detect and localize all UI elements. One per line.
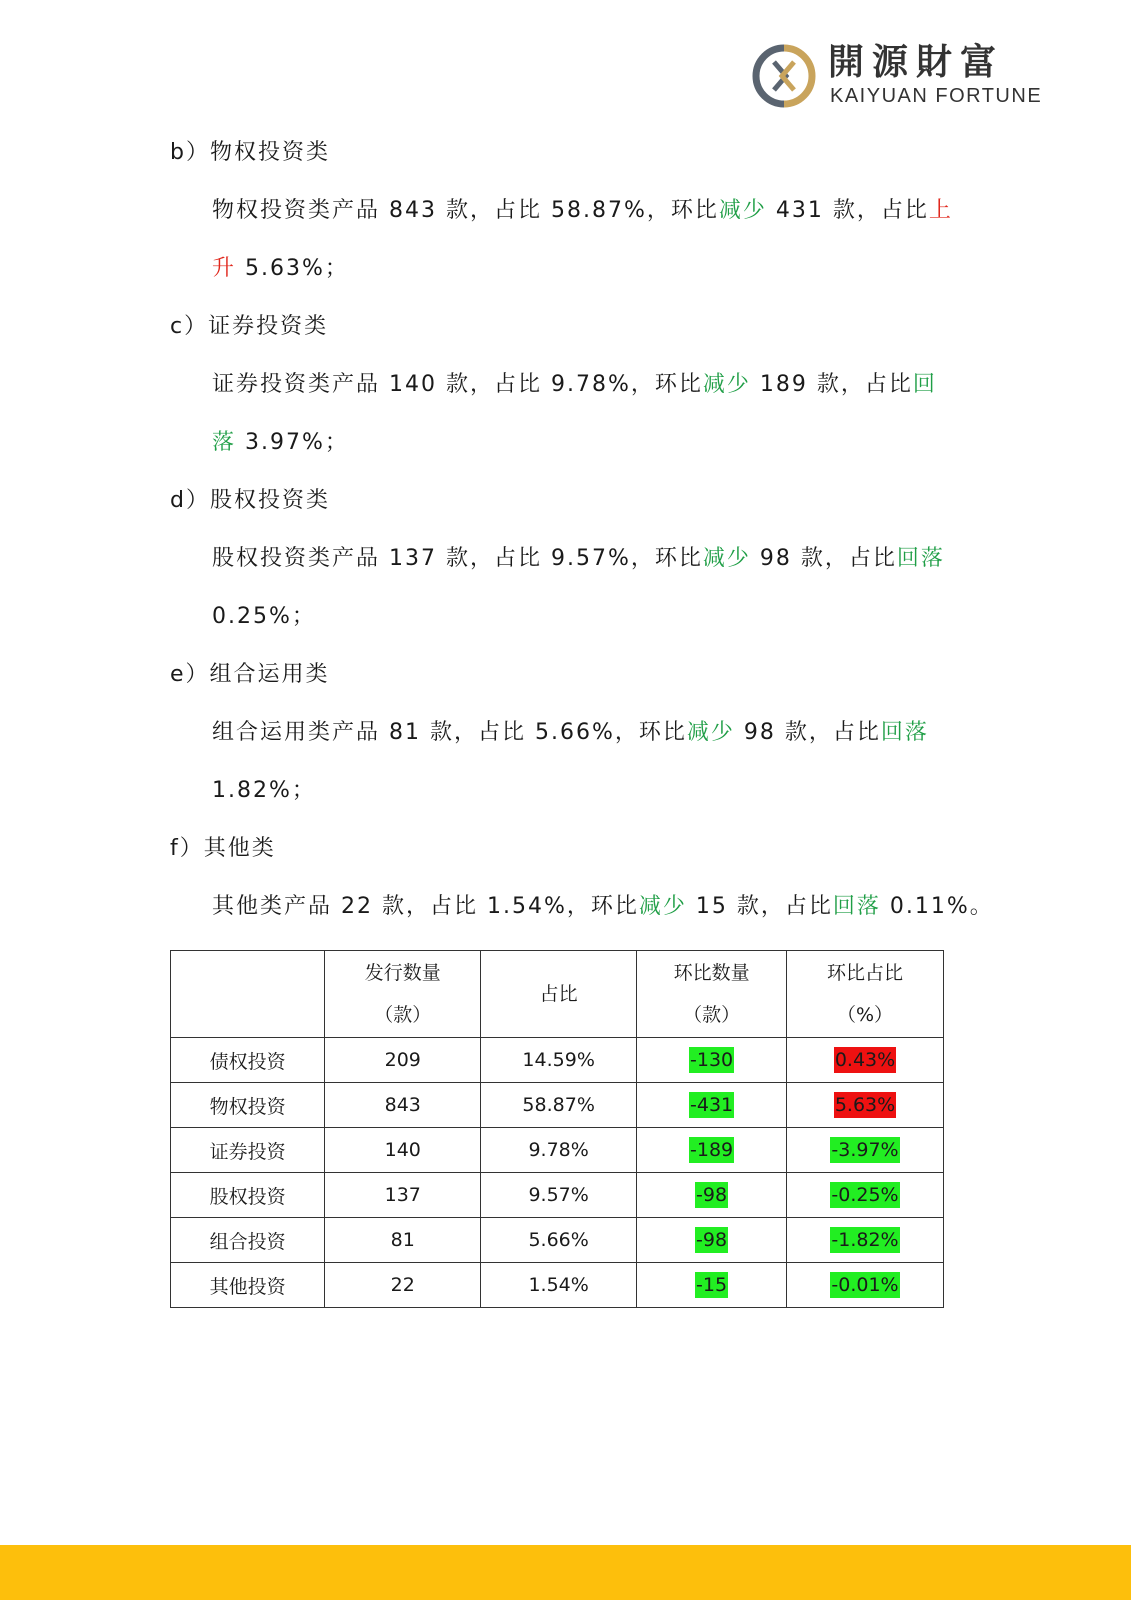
cell-count [325, 1038, 481, 1083]
green-highlight-text: 落 [212, 430, 237, 455]
cell-value: -98 [696, 1229, 728, 1251]
cell-mom-count [637, 1128, 787, 1173]
table-row [171, 1128, 944, 1173]
column-header [481, 951, 637, 1038]
cell-value: -130 [690, 1049, 734, 1071]
cell-mom-share [787, 1263, 944, 1308]
green-highlight-text: 减少 [702, 546, 751, 571]
text-segment: 1.82%； [212, 778, 316, 803]
cell-value: -98 [696, 1184, 728, 1206]
green-highlight-text: 减少 [686, 720, 735, 745]
cell-value: 137 [384, 1184, 421, 1206]
section-heading: d）股权投资类 [170, 488, 330, 513]
column-header [325, 951, 481, 1038]
text-segment: 其他类产品 22 款，占比 1.54%，环比 [212, 894, 639, 919]
cell-value: -3.97% [831, 1139, 899, 1161]
text-segment: 物权投资类产品 843 款，占比 58.87%，环比 [212, 198, 719, 223]
section-heading: c）证券投资类 [170, 314, 329, 339]
cell-value: -0.25% [831, 1184, 899, 1206]
green-highlight-text: 回落 [832, 894, 881, 919]
cell-mom-count [637, 1083, 787, 1128]
table-row [171, 1173, 944, 1218]
green-highlight-text: 回落 [880, 720, 929, 745]
cell-value: 物权投资 [209, 1095, 286, 1118]
column-header-line: 环比占比 [827, 962, 904, 984]
cell-value: 5.63% [834, 1094, 896, 1116]
text-segment: 0.11%。 [880, 894, 994, 919]
cell-value: 1.54% [528, 1274, 589, 1296]
paragraph-line [212, 196, 953, 226]
table-header-row [171, 951, 944, 1038]
text-segment: 431 款，占比 [766, 198, 929, 223]
cell-mom-count [637, 1263, 787, 1308]
cell-value: 5.66% [528, 1229, 589, 1251]
cell-mom-count [637, 1218, 787, 1263]
paragraph-line [212, 428, 349, 458]
table-row [171, 1038, 944, 1083]
table-row [171, 1218, 944, 1263]
table-row [171, 1083, 944, 1128]
cell-value: 组合投资 [209, 1230, 286, 1253]
cell-mom-share [787, 1173, 944, 1218]
cell-value: 843 [384, 1094, 421, 1116]
section-heading: f）其他类 [170, 836, 276, 861]
column-header-line: 发行数量 [364, 962, 441, 984]
column-header-line: （%） [836, 1004, 894, 1026]
cell-name [171, 1038, 325, 1083]
logo-english-name: KAIYUAN FORTUNE [830, 85, 1043, 107]
cell-value: 0.43% [834, 1049, 896, 1071]
cell-mom-share [787, 1038, 944, 1083]
cell-name [171, 1083, 325, 1128]
logo-chinese-name: 開源財富 [828, 41, 1005, 83]
cell-mom-share [787, 1218, 944, 1263]
cell-count [325, 1083, 481, 1128]
issuance-table [170, 950, 944, 1308]
cell-count [325, 1173, 481, 1218]
cell-share [481, 1038, 637, 1083]
cell-value: -1.82% [831, 1229, 899, 1251]
paragraph-line [212, 718, 929, 748]
text-segment: 98 款，占比 [750, 546, 897, 571]
cell-share [481, 1083, 637, 1128]
cell-value: -15 [696, 1274, 728, 1296]
red-highlight-text: 升 [212, 256, 237, 281]
cell-value: 22 [390, 1274, 415, 1296]
cell-name [171, 1263, 325, 1308]
table-body [171, 1038, 944, 1308]
text-segment: 0.25%； [212, 604, 316, 629]
green-highlight-text: 减少 [702, 372, 751, 397]
text-segment: 98 款，占比 [734, 720, 881, 745]
cell-share [481, 1128, 637, 1173]
column-header [787, 951, 944, 1038]
cell-name [171, 1173, 325, 1218]
cell-value: -431 [690, 1094, 734, 1116]
text-segment: 组合运用类产品 81 款，占比 5.66%，环比 [212, 720, 687, 745]
text-segment: 股权投资类产品 137 款，占比 9.57%，环比 [212, 546, 703, 571]
column-header [171, 951, 325, 1038]
cell-mom-count [637, 1173, 787, 1218]
green-highlight-text: 减少 [638, 894, 687, 919]
cell-value: 140 [384, 1139, 421, 1161]
paragraph-line [212, 544, 945, 574]
cell-mom-count [637, 1038, 787, 1083]
cell-share [481, 1173, 637, 1218]
column-header [637, 951, 787, 1038]
section-heading: e）组合运用类 [170, 662, 330, 687]
red-highlight-text: 上 [928, 198, 953, 223]
cell-mom-share [787, 1128, 944, 1173]
section-heading: b）物权投资类 [170, 140, 330, 165]
cell-value: 14.59% [522, 1049, 595, 1071]
cell-value: 其他投资 [209, 1275, 286, 1298]
text-segment: 5.63%； [236, 256, 349, 281]
cell-value: 209 [384, 1049, 421, 1071]
cell-value: 证券投资 [209, 1140, 286, 1163]
text-segment: 3.97%； [236, 430, 349, 455]
green-highlight-text: 回 [912, 372, 937, 397]
text-segment: 证券投资类产品 140 款，占比 9.78%，环比 [212, 372, 703, 397]
cell-value: 债权投资 [209, 1050, 286, 1073]
footer-bar [0, 1545, 1131, 1600]
cell-share [481, 1218, 637, 1263]
cell-share [481, 1263, 637, 1308]
paragraph-line [212, 892, 994, 922]
cell-mom-share [787, 1083, 944, 1128]
cell-value: -189 [690, 1139, 734, 1161]
green-highlight-text: 减少 [718, 198, 767, 223]
cell-value: 9.78% [528, 1139, 589, 1161]
paragraph-line [212, 254, 349, 284]
cell-value: 股权投资 [209, 1185, 286, 1208]
paragraph-line [212, 370, 937, 400]
text-segment: 15 款，占比 [686, 894, 833, 919]
paragraph-line [212, 776, 316, 806]
cell-value: -0.01% [831, 1274, 899, 1296]
column-header-line: （款） [683, 1004, 741, 1026]
green-highlight-text: 回落 [896, 546, 945, 571]
column-header-line: 环比数量 [673, 962, 750, 984]
cell-value: 81 [390, 1229, 415, 1251]
table-row [171, 1263, 944, 1308]
paragraph-line [212, 602, 316, 632]
cell-name [171, 1218, 325, 1263]
column-header-line: （款） [374, 1004, 432, 1026]
cell-count [325, 1218, 481, 1263]
column-header-line: 占比 [539, 983, 578, 1005]
cell-value: 9.57% [528, 1184, 589, 1206]
cell-count [325, 1128, 481, 1173]
company-logo [752, 42, 1042, 110]
cell-name [171, 1128, 325, 1173]
kaiyuan-logo-icon [752, 44, 816, 108]
text-segment: 189 款，占比 [750, 372, 913, 397]
cell-value: 58.87% [522, 1094, 595, 1116]
cell-count [325, 1263, 481, 1308]
